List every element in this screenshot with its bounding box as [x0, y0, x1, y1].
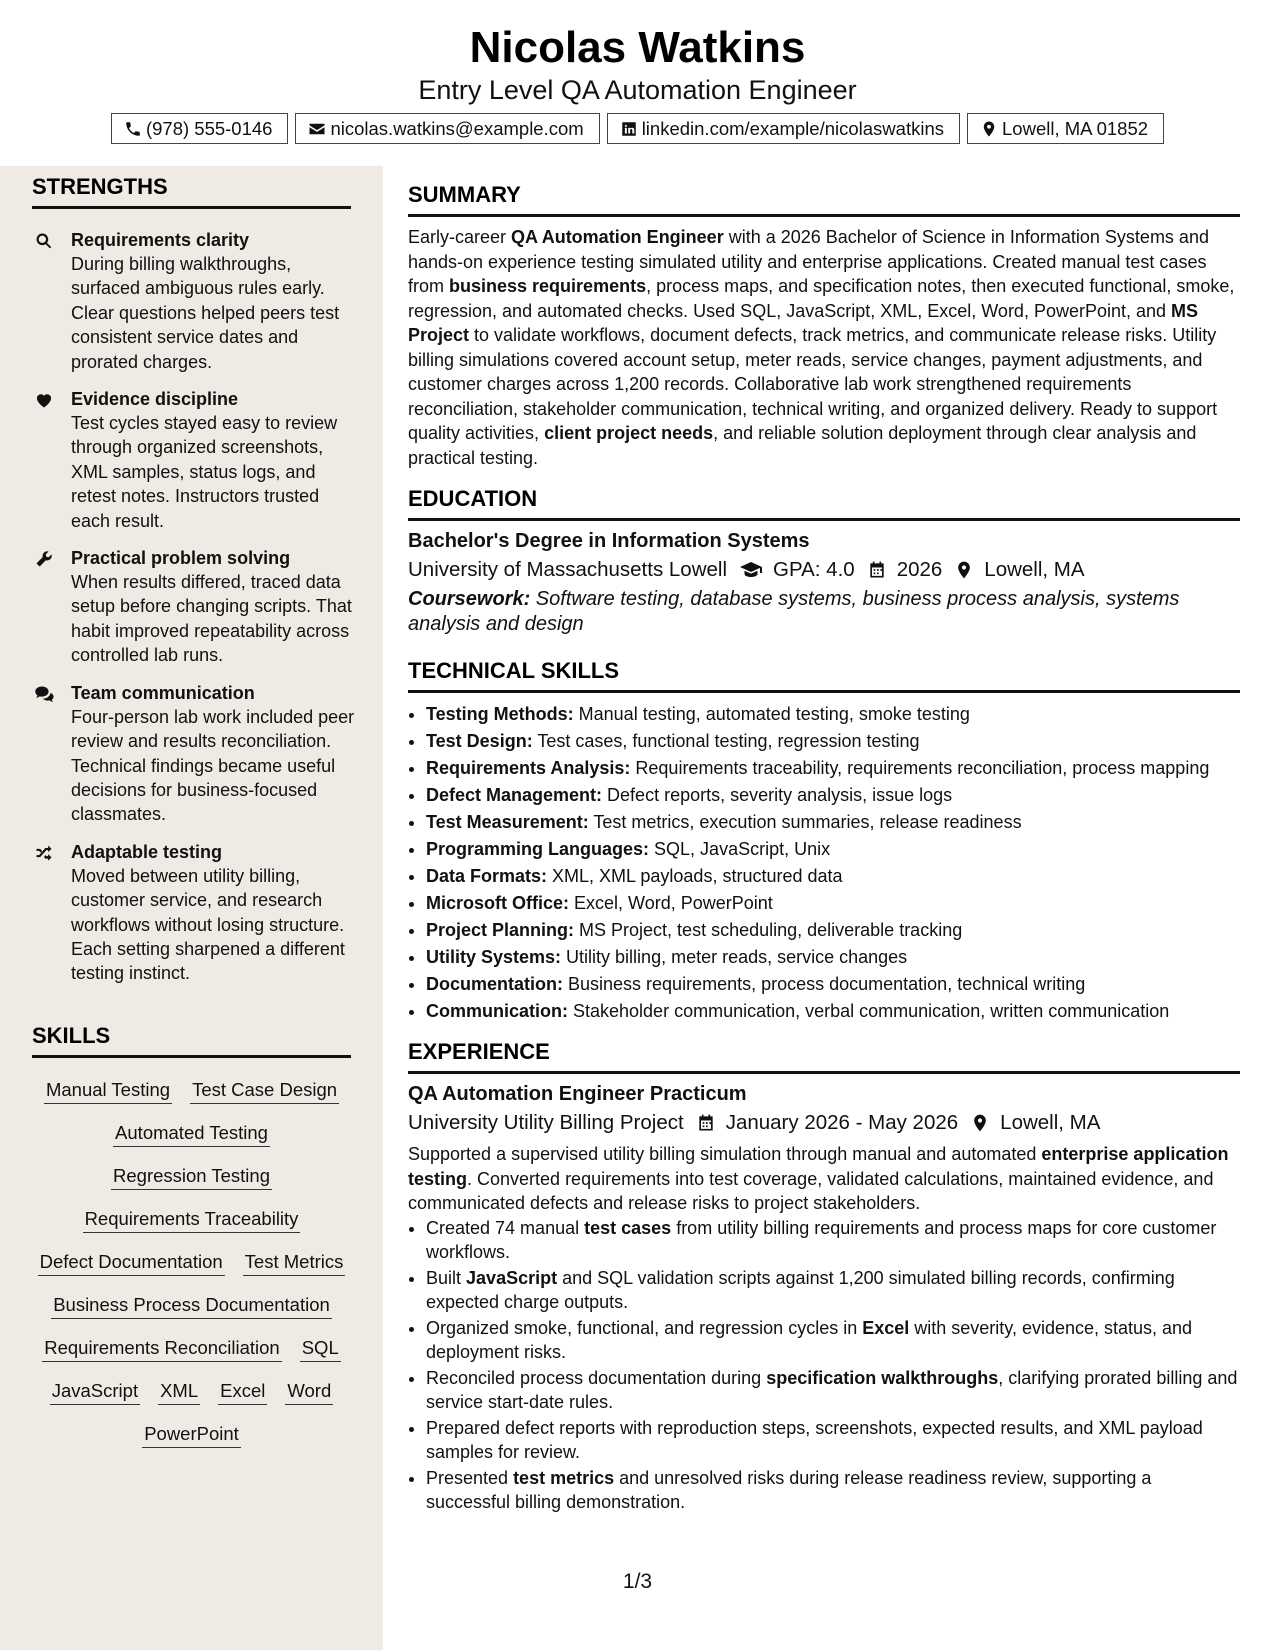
list-item: • Project Planning: MS Project, test scheduling, deliverable tracking	[426, 917, 1240, 944]
calendar-icon	[696, 1113, 716, 1133]
contact-linkedin-text: linkedin.com/example/nicolaswatkins	[641, 117, 944, 139]
strengths-heading: STRENGTHS	[32, 174, 351, 209]
list-item: • Organized smoke, functional, and regression cycles in Excel with severity, evidence, status, and deployment risks.	[426, 1316, 1240, 1365]
school-name: University of Massachusetts Lowell	[408, 558, 728, 581]
main-column	[408, 166, 1240, 1516]
strength-text: Test cycles stayed easy to review through organized screenshots, XML samples, status logs, and retest notes. Instructors trusted each result.	[71, 413, 338, 531]
list-item: • Built JavaScript and SQL validation scripts against 1,200 simulated billing records, confirming expected charge outputs.	[426, 1266, 1240, 1315]
skill-tag: Automated Testing	[113, 1121, 270, 1147]
contact-bar	[0, 113, 1275, 144]
graduation-cap-icon	[739, 558, 763, 582]
strength-title: Team communication	[71, 682, 255, 703]
list-item: • Prepared defect reports with reproduction steps, screenshots, expected results, and XML payload samples for review.	[426, 1416, 1240, 1465]
heart-icon	[34, 390, 54, 410]
skill-tag: Test Metrics	[243, 1250, 346, 1276]
gpa: GPA: 4.0	[773, 558, 855, 581]
calendar-icon	[867, 560, 887, 580]
list-item: • Test Design: Test cases, functional testing, regression testing	[426, 728, 1240, 755]
list-item: • Documentation: Business requirements, process documentation, technical writing	[426, 971, 1240, 998]
list-item: • Presented test metrics and unresolved risks during release readiness review, supporting a successful billing demonstration.	[426, 1466, 1240, 1515]
skill-tag: PowerPoint	[142, 1422, 241, 1448]
skills-heading: SKILLS	[32, 1023, 351, 1058]
search-icon	[34, 231, 54, 251]
technical-skills-heading: TECHNICAL SKILLS	[408, 658, 1240, 693]
graduation-year: 2026	[896, 558, 943, 581]
list-item: • Data Formats: XML, XML payloads, structured data	[426, 863, 1240, 890]
experience-meta	[408, 1108, 1240, 1138]
strength-item	[32, 228, 362, 374]
list-item: • Utility Systems: Utility billing, meter reads, service changes	[426, 944, 1240, 971]
strength-text: When results differed, traced data setup before changing scripts. That habit improved repeatability across controlled lab runs.	[71, 572, 352, 666]
summary-text: Early-career QA Automation Engineer with a 2026 Bachelor of Science in Information Systems and hands-on experience testing simulated utility and enterprise applications. Created manual test cases from business requirements, process maps, and specification notes, then executed functional, smoke, regression, and automated checks. Used SQL, JavaScript, XML, Excel, Word, PowerPoint, and MS Project to validate workflows, document defects, track metrics, and communicate release risks. Utility billing simulations covered account setup, meter reads, service changes, payment adjustments, and customer charges across 1,200 records. Collaborative lab work strengthened requirements reconciliation, stakeholder communication, technical writing, and organized delivery. Ready to support quality activities, client project needs, and reliable solution deployment through clear analysis and practical testing.	[408, 227, 1235, 468]
skill-tag: Requirements Reconciliation	[42, 1336, 281, 1362]
list-item: • Programming Languages: SQL, JavaScript, Unix	[426, 836, 1240, 863]
map-marker-icon	[970, 1113, 990, 1133]
strength-title: Evidence discipline	[71, 389, 239, 410]
strength-item	[32, 840, 362, 986]
strength-text: During billing walkthroughs, surfaced ambiguous rules early. Clear questions helped peers test consistent service dates and prorated charges.	[71, 254, 340, 372]
strength-item	[32, 546, 362, 668]
strength-text: Moved between utility billing, customer service, and research workflows without losing structure. Each setting sharpened a different testing instinct.	[71, 865, 345, 984]
experience-heading: EXPERIENCE	[408, 1039, 1240, 1074]
contact-linkedin[interactable]	[607, 113, 960, 144]
shuffle-icon	[34, 843, 54, 863]
candidate-title: Entry Level QA Automation Engineer	[418, 75, 857, 105]
linkedin-icon	[620, 120, 638, 138]
list-item: • Defect Management: Defect reports, severity analysis, issue logs	[426, 782, 1240, 809]
contact-phone-text: (978) 555-0146	[145, 117, 273, 139]
strengths-list	[32, 228, 362, 999]
skill-tag: Word	[285, 1379, 333, 1405]
strength-item	[32, 387, 362, 533]
education-location: Lowell, MA	[984, 558, 1085, 581]
sidebar	[0, 166, 383, 1650]
experience-dates: January 2026 - May 2026	[725, 1111, 959, 1134]
list-item: • Test Measurement: Test metrics, execution summaries, release readiness	[426, 809, 1240, 836]
role-title: QA Automation Engineer Practicum	[408, 1083, 747, 1105]
skill-tag: Manual Testing	[44, 1078, 172, 1104]
list-item: • Created 74 manual test cases from utility billing requirements and process maps for core customer workflows.	[426, 1216, 1240, 1265]
skill-tag: XML	[158, 1379, 200, 1405]
technical-skills-list	[408, 701, 1240, 1025]
skill-tag: Defect Documentation	[38, 1250, 225, 1276]
map-marker-icon	[954, 560, 974, 580]
skill-tag: Requirements Traceability	[83, 1207, 301, 1233]
map-marker-icon	[980, 120, 998, 138]
skill-tag: Excel	[218, 1379, 267, 1405]
envelope-icon	[308, 120, 326, 138]
contact-email[interactable]	[295, 113, 599, 144]
list-item: • Requirements Analysis: Requirements traceability, requirements reconciliation, process mapping	[426, 755, 1240, 782]
phone-icon	[124, 120, 142, 138]
contact-phone[interactable]	[111, 113, 289, 144]
education-meta	[408, 555, 1240, 585]
contact-email-text: nicolas.watkins@example.com	[330, 117, 584, 139]
organization: University Utility Billing Project	[408, 1111, 684, 1134]
degree-title: Bachelor's Degree in Information Systems	[408, 530, 810, 552]
strength-title: Requirements clarity	[71, 230, 250, 250]
coursework: Coursework: Software testing, database systems, business process analysis, systems analysis and design	[408, 588, 1180, 635]
experience-location: Lowell, MA	[1000, 1111, 1101, 1134]
skill-tag: SQL	[300, 1336, 341, 1362]
experience-summary: Supported a supervised utility billing simulation through manual and automated enterprise application testing. Converted requirements into test coverage, validated calculations, maintained evidence, and communicated defects and release risks to project stakeholders.	[408, 1144, 1229, 1213]
list-item: • Testing Methods: Manual testing, automated testing, smoke testing	[426, 701, 1240, 728]
strength-text: Four-person lab work included peer review and results reconciliation. Technical findings became useful decisions for business-focused classmates.	[71, 706, 355, 825]
strength-title: Adaptable testing	[71, 841, 223, 862]
candidate-name: Nicolas Watkins	[469, 23, 806, 72]
skill-tag: Test Case Design	[190, 1078, 339, 1104]
comments-icon	[34, 684, 54, 704]
list-item: • Microsoft Office: Excel, Word, PowerPoint	[426, 890, 1240, 917]
wrench-icon	[34, 549, 54, 569]
experience-bullets	[408, 1216, 1240, 1515]
skill-tag: JavaScript	[50, 1379, 140, 1405]
page-number: 1/3	[622, 1570, 653, 1593]
skill-tag: Business Process Documentation	[51, 1293, 332, 1319]
list-item: • Reconciled process documentation during specification walkthroughs, clarifying prorated billing and service start-date rules.	[426, 1366, 1240, 1415]
resume-header	[0, 0, 1275, 166]
strength-title: Practical problem solving	[71, 548, 291, 569]
list-item: • Communication: Stakeholder communication, verbal communication, written communication	[426, 998, 1240, 1025]
strength-item	[32, 681, 362, 827]
contact-location	[967, 113, 1164, 144]
skills-tags	[32, 1078, 351, 1448]
skill-tag: Regression Testing	[111, 1164, 272, 1190]
contact-location-text: Lowell, MA 01852	[1002, 117, 1149, 139]
summary-heading: SUMMARY	[408, 182, 1240, 217]
education-heading: EDUCATION	[408, 486, 1240, 521]
